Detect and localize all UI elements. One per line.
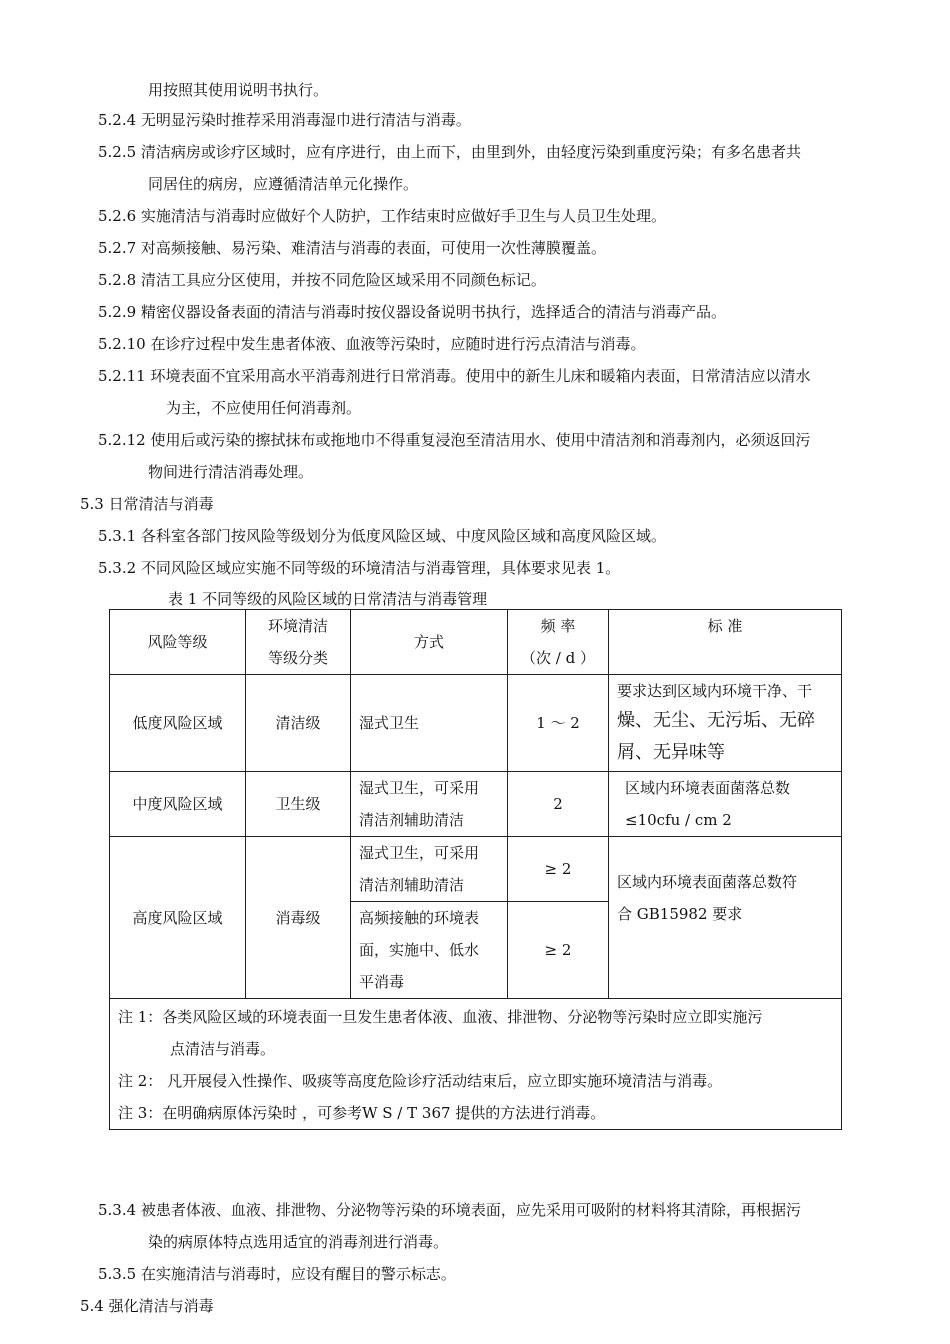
para-5-3-2: 5.3.2 不同风险区域应实施不同等级的环境清洁与消毒管理，具体要求见表 1。 xyxy=(98,559,621,577)
header-level-line2: 等级分类 xyxy=(267,649,328,667)
risk-table xyxy=(109,609,842,1130)
row-mid-level: 卫生级 xyxy=(246,772,351,837)
para-5-2-8: 5.2.8 清洁工具应分区使用，并按不同危险区域采用不同颜色标记。 xyxy=(98,271,546,289)
row-mid-method xyxy=(351,772,508,837)
row-mid-risk: 中度风险区域 xyxy=(110,772,246,837)
row-low-standard xyxy=(609,675,842,772)
para-5-3-4: 5.3.4 被患者体液、血液、排泄物、分泌物等污染的环境表面，应先采用可吸附的材料将其清除，再根据污 xyxy=(98,1201,801,1219)
row-high-freq-2: ≥ 2 xyxy=(508,902,609,999)
header-level-line1: 环境清洁 xyxy=(267,617,328,635)
para-5-2-11: 5.2.11 环境表面不宜采用高水平消毒剂进行日常消毒。使用中的新生儿床和暖箱内表面，日常清洁应以清水 xyxy=(98,367,811,385)
para-5-2-4: 5.2.4 无明显污染时推荐采用消毒湿巾进行清洁与消毒。 xyxy=(98,111,471,129)
row-high-method-1-line2: 清洁剂辅助清洁 xyxy=(359,876,465,894)
para-5-2-12-cont: 物间进行清洁消毒处理。 xyxy=(148,463,314,481)
row-high-method-2 xyxy=(351,902,508,999)
row-high-standard-spacer xyxy=(617,930,841,970)
table-caption: 表 1 不同等级的风险区域的日常清洁与消毒管理 xyxy=(168,590,488,608)
row-mid-standard-line1: 区域内环境表面菌落总数 xyxy=(625,779,791,797)
row-high-method-2-line3: 平消毒 xyxy=(359,973,405,991)
row-mid-method-line2: 清洁剂辅助清洁 xyxy=(359,811,465,829)
row-high-freq-1: ≥ 2 xyxy=(508,837,609,902)
row-low-standard-line3: 屑、无异味等 xyxy=(617,742,725,763)
row-low-standard-line2: 燥、无尘、无污垢、无碎 xyxy=(617,710,815,731)
header-freq xyxy=(508,610,609,675)
para-5-2-9: 5.2.9 精密仪器设备表面的清洁与消毒时按仪器设备说明书执行，选择适合的清洁与消毒产品。 xyxy=(98,303,726,321)
row-low-method: 湿式卫生 xyxy=(351,675,508,772)
table-row xyxy=(110,772,842,837)
row-high-standard xyxy=(609,837,842,999)
para-5-2-6: 5.2.6 实施清洁与消毒时应做好个人防护，工作结束时应做好手卫生与人员卫生处理。 xyxy=(98,207,666,225)
row-high-method-1 xyxy=(351,837,508,902)
para-5-2-5: 5.2.5 清洁病房或诊疗区域时，应有序进行，由上而下，由里到外，由轻度污染到重度污染；有多名患者共 xyxy=(98,143,801,161)
header-freq-line1: 频 率 xyxy=(540,617,576,635)
row-low-standard-line1: 要求达到区域内环境干净、干 xyxy=(617,682,813,700)
row-high-standard-line2: 合 GB15982 要求 xyxy=(617,904,743,923)
para-5-2-10: 5.2.10 在诊疗过程中发生患者体液、血液等污染时，应随时进行污点清洁与消毒。 xyxy=(98,335,646,353)
row-low-freq: 1 ～ 2 xyxy=(508,675,609,772)
para-5-3-1: 5.3.1 各科室各部门按风险等级划分为低度风险区域、中度风险区域和高度风险区域。 xyxy=(98,527,666,545)
table-notes xyxy=(110,999,842,1130)
header-risk: 风险等级 xyxy=(110,610,246,675)
row-high-method-2-line2: 面，实施中、低水 xyxy=(359,941,480,959)
header-freq-line2: （次 / d ） xyxy=(521,649,595,667)
note-2: 注 2： 凡开展侵入性操作、吸痰等高度危险诊疗活动结束后，应立即实施环境清洁与消毒。 xyxy=(118,1072,723,1090)
para-5-2-7: 5.2.7 对高频接触、易污染、难清洁与消毒的表面，可使用一次性薄膜覆盖。 xyxy=(98,239,606,257)
table-row xyxy=(110,675,842,772)
table-notes-row xyxy=(110,999,842,1130)
row-high-level: 消毒级 xyxy=(246,837,351,999)
heading-5-3: 5.3 日常清洁与消毒 xyxy=(80,495,214,513)
para-5-2-5-cont: 同居住的病房，应遵循清洁单元化操作。 xyxy=(148,175,419,193)
para-5-3-5: 5.3.5 在实施清洁与消毒时，应设有醒目的警示标志。 xyxy=(98,1265,456,1283)
row-low-risk: 低度风险区域 xyxy=(110,675,246,772)
note-1: 注 1：各类风险区域的环境表面一旦发生患者体液、血液、排泄物、分泌物等污染时应立即实施污 xyxy=(118,1008,763,1026)
row-high-risk: 高度风险区域 xyxy=(110,837,246,999)
heading-5-4: 5.4 强化清洁与消毒 xyxy=(80,1297,214,1315)
para-5-2-12: 5.2.12 使用后或污染的擦拭抹布或拖地巾不得重复浸泡至清洁用水、使用中清洁剂和消毒剂内，必须返回污 xyxy=(98,431,811,449)
header-method: 方式 xyxy=(351,610,508,675)
header-level xyxy=(246,610,351,675)
row-mid-standard xyxy=(609,772,842,837)
row-low-level: 清洁级 xyxy=(246,675,351,772)
table-row xyxy=(110,837,842,902)
para-5-2-11-cont: 为主，不应使用任何消毒剂。 xyxy=(166,399,362,417)
row-high-method-1-line1: 湿式卫生，可采用 xyxy=(359,844,480,862)
note-3: 注 3：在明确病原体污染时 ，可参考W S / T 367 提供的方法进行消毒。 xyxy=(118,1104,606,1122)
para-5-2-3-cont: 用按照其使用说明书执行。 xyxy=(148,81,329,99)
row-mid-method-line1: 湿式卫生，可采用 xyxy=(359,779,480,797)
row-mid-freq: 2 xyxy=(508,772,609,837)
row-mid-standard-line2: ≤10cfu / cm 2 xyxy=(625,811,732,829)
table-header-row xyxy=(110,610,842,675)
header-standard: 标 准 xyxy=(609,610,842,675)
para-5-3-4-cont: 染的病原体特点选用适宜的消毒剂进行消毒。 xyxy=(148,1233,449,1251)
note-1-cont: 点清洁与消毒。 xyxy=(170,1040,276,1058)
row-high-method-2-line1: 高频接触的环境表 xyxy=(359,909,480,927)
row-high-standard-line1: 区域内环境表面菌落总数符 xyxy=(617,872,798,891)
